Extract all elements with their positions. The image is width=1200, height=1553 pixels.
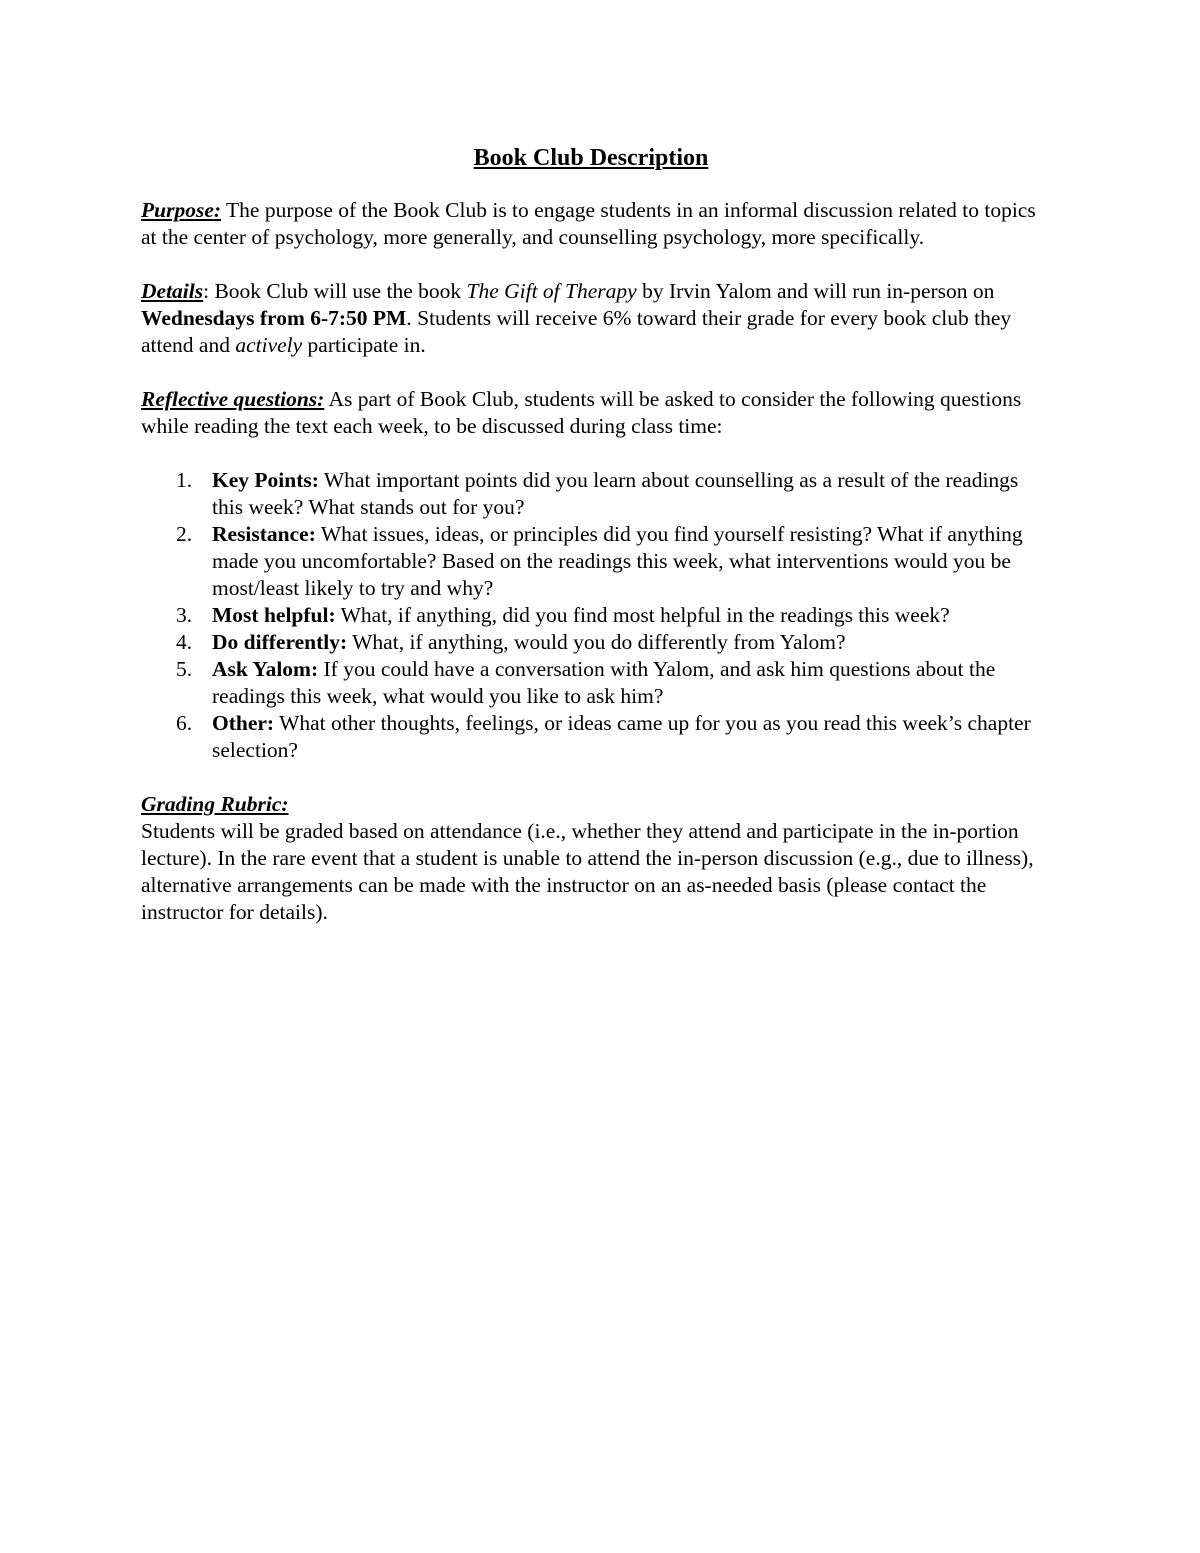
list-item-text: If you could have a conversation with Yalom, and ask him questions about the readings this week, what would you like to ask him? [212, 657, 996, 708]
book-title: The Gift of Therapy [466, 279, 637, 303]
list-item [141, 710, 1032, 764]
list-item-number: 6. [176, 711, 193, 735]
emphasis-text: actively [235, 333, 303, 357]
list-item [141, 467, 1032, 521]
details-label: Details [141, 279, 204, 303]
list-item-number: 3. [176, 603, 193, 627]
list-item [141, 521, 1032, 602]
list-item-number: 1. [176, 468, 193, 492]
list-item-term: Resistance: [212, 522, 316, 546]
list-item [141, 629, 1032, 656]
schedule-text: Wednesdays from 6-7:50 PM [141, 306, 407, 330]
list-item-term: Other: [212, 711, 275, 735]
reflective-text: As part of Book Club, students will be asked to consider the following questions while reading the text each week, to be discussed during class time: [141, 387, 1022, 438]
details-text-4: participate in. [302, 333, 426, 357]
list-item-number: 4. [176, 630, 193, 654]
list-item-term: Do differently: [212, 630, 348, 654]
details-paragraph [141, 278, 1041, 359]
questions-list [141, 467, 1041, 764]
list-item [141, 656, 1032, 710]
list-item-term: Key Points: [212, 468, 319, 492]
list-item-number: 2. [176, 522, 193, 546]
list-item-term: Most helpful: [212, 603, 336, 627]
grading-paragraph [141, 791, 1041, 926]
list-item-text: What, if anything, did you find most helpful in the readings this week? [335, 603, 950, 627]
document-title: Book Club Description [473, 145, 709, 171]
document-page [141, 140, 1041, 953]
details-text-1: : Book Club will use the book [203, 279, 467, 303]
purpose-paragraph [141, 197, 1041, 251]
list-item-term: Ask Yalom: [212, 657, 319, 681]
details-text-2: by Irvin Yalom and will run in-person on [636, 279, 995, 303]
grading-text: Students will be graded based on attendance (i.e., whether they attend and participate in the in-portion lecture). In the rare event that a student is unable to attend the in-person discussion (e.g., due to illness), alternative arrangements can be made with the instructor on an as-needed basis (please contact the instructor for details). [141, 819, 1034, 924]
reflective-label: Reflective questions: [141, 387, 325, 411]
reflective-paragraph [141, 386, 1041, 440]
list-item-text: What important points did you learn about counselling as a result of the readings this week? What stands out for you? [212, 468, 1019, 519]
grading-label: Grading Rubric: [141, 792, 289, 816]
list-item-text: What, if anything, would you do differently from Yalom? [347, 630, 846, 654]
details-text-3: . Students will receive 6% toward their grade for every book club they attend and [141, 306, 1012, 357]
purpose-text: The purpose of the Book Club is to engage students in an informal discussion related to topics at the center of psychology, more generally, and counselling psychology, more specifically. [141, 198, 1036, 249]
purpose-label: Purpose: [141, 198, 222, 222]
list-item [141, 602, 1032, 629]
list-item-text: What issues, ideas, or principles did you find yourself resisting? What if anything made you uncomfortable? Based on the readings this week, what interventions would you be most/least likely to try and why? [212, 522, 1023, 600]
list-item-number: 5. [176, 657, 193, 681]
list-item-text: What other thoughts, feelings, or ideas came up for you as you read this week’s chapter selection? [212, 711, 1031, 762]
